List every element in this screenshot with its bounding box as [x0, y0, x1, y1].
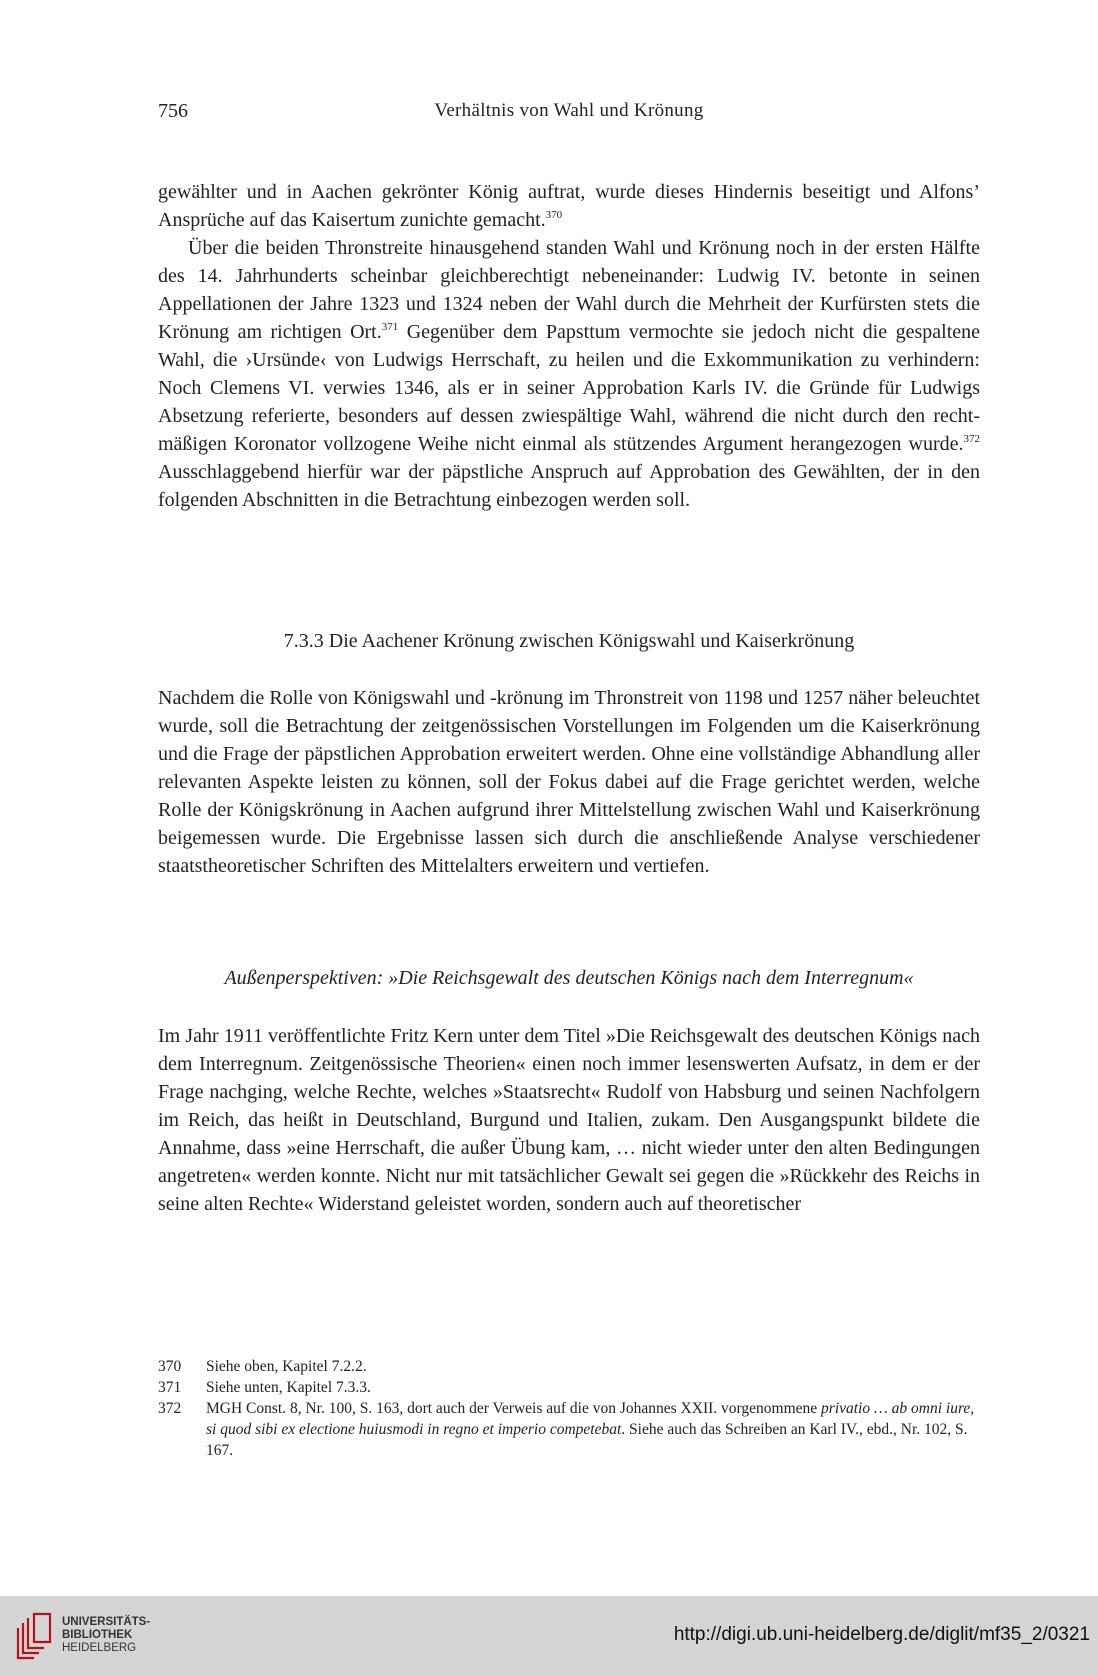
footnote-370: 370 Siehe oben, Kapitel 7.2.2. — [158, 1358, 367, 1375]
footnote-ref-370[interactable]: 370 — [545, 209, 563, 221]
subsection-heading: Außenperspektiven: »Die Reichsgewalt des deutschen Königs nach dem Interregnum« — [224, 967, 914, 989]
library-logo-icon — [14, 1608, 60, 1662]
page-number: 756 — [158, 100, 188, 122]
section-heading: 7.3.3 Die Aachener Krönung zwischen Königswahl und Kaiserkrönung — [283, 630, 855, 652]
viewer-footer-bar — [0, 1596, 1098, 1676]
footnote-372: 372 MGH Const. 8, Nr. 100, S. 163, dort auch der Verweis auf die von Johannes XXII. vorgenommene privatio … ab omni iure, si quod sibi ex electione huiusmodi in regno et imperio competebat. Siehe auch das Schreiben an Karl IV., ebd., Nr. 102, S. 167. — [158, 1400, 975, 1459]
footnote-ref-371[interactable]: 371 — [381, 321, 399, 333]
body-text-top — [158, 178, 980, 514]
body-text-middle — [158, 684, 980, 880]
footnote-ref-372[interactable]: 372 — [963, 433, 980, 445]
paragraph-continuation: gewählter und in Aachen gekrönter König auftrat, wurde dieses Hindernis beseitigt und Alfons’ Ansprüche auf das Kaisertum zunichte gemacht.$^{370}$ — [158, 181, 980, 231]
library-name: UNIVERSITÄTS- BIBLIOTHEK HEIDELBERG — [62, 1616, 151, 1654]
page-header — [158, 100, 980, 130]
footnotes — [158, 1356, 980, 1461]
paragraph-koenigswahl: Nachdem die Rolle von Königswahl und -krönung im Thronstreit von 1198 und 1257 näher beleuchtet wurde, soll die Betrachtung der zeitgenössischen Vorstellungen im Folgenden um die Kaiserkrönung und die Frage der päpstlichen Approbation erweitert werden. Ohne eine vollständige Abhandlung aller relevanten Aspekte leisten zu können, soll der Fokus dabei auf die Frage gerichtet werden, welche Rolle der Königskrönung in Aachen aufgrund ihrer Mittelstellung zwischen Wahl und Kaiserkrönung beigemessen wurde. Die Ergebnisse lassen sich durch die anschließende Analyse verschiedener staatstheoretischer Schriften des Mittelalters erweitern und vertiefen. — [158, 687, 980, 877]
paragraph-fritz-kern: Im Jahr 1911 veröffentlichte Fritz Kern unter dem Titel »Die Reichsgewalt des deutschen Königs nach dem Interregnum. Zeitgenössische Theorien« einen noch immer lesenswerten Aufsatz, in dem er der Frage nachging, welche Rechte, welches »Staatsrecht« Rudolf von Habsburg und seinen Nachfolgern im Reich, das heißt in Deutschland, Burgund und Italien, zukam. Den Ausgangspunkt bildete die Annahme, dass »eine Herrschaft, die außer Übung kam, … nicht wieder unter den alten Bedingungen angetreten« werden konnte. Nicht nur mit tatsächlicher Gewalt sei gegen die »Rückkehr des Reichs in seine alten Rechte« Widerstand geleistet worden, sondern auch auf theoretischer — [158, 1025, 980, 1215]
permalink-url[interactable]: http://digi.ub.uni-heidelberg.de/diglit/mf35_2/0321 — [673, 1624, 1090, 1645]
paragraph-thronstreite: Über die beiden Thronstreite hinausgehend standen Wahl und Krönung noch in der ersten Hälfte des 14. Jahrhunderts scheinbar gleichberechtigt nebeneinander: Ludwig IV. betonte in seinen Appellationen der Jahre 1323 und 1324 neben der Wahl durch die Mehrheit der Kurfürsten stets die Krönung am richtigen Ort.$^{371}$ Gegenüber dem Papsttum vermochte sie jedoch nicht die gespaltene Wahl, die ›Ursünde‹ von Ludwigs Herrschaft, zu heilen und die Exkommunikation zu verhindern: Noch Clemens VI. verwies 1346, als er in seiner Approbation Karls IV. die Gründe für Ludwigs Absetzung referierte, besonders auf dessen zwiespältige Wahl, während die nicht durch den rechtmäßigen Koronator vollzogene Weihe nicht einmal als stützendes Argument herangezogen wurde.$^{372}$ Ausschlaggebend hierfür war der päpstliche Anspruch auf Approbation des Gewählten, der in den folgenden Abschnitten in die Betrachtung einbezogen werden soll. — [158, 237, 981, 511]
body-text-bottom — [158, 1022, 980, 1218]
running-title: Verhältnis von Wahl und Krönung — [434, 100, 704, 121]
footnote-371: 371 Siehe unten, Kapitel 7.3.3. — [158, 1379, 371, 1396]
